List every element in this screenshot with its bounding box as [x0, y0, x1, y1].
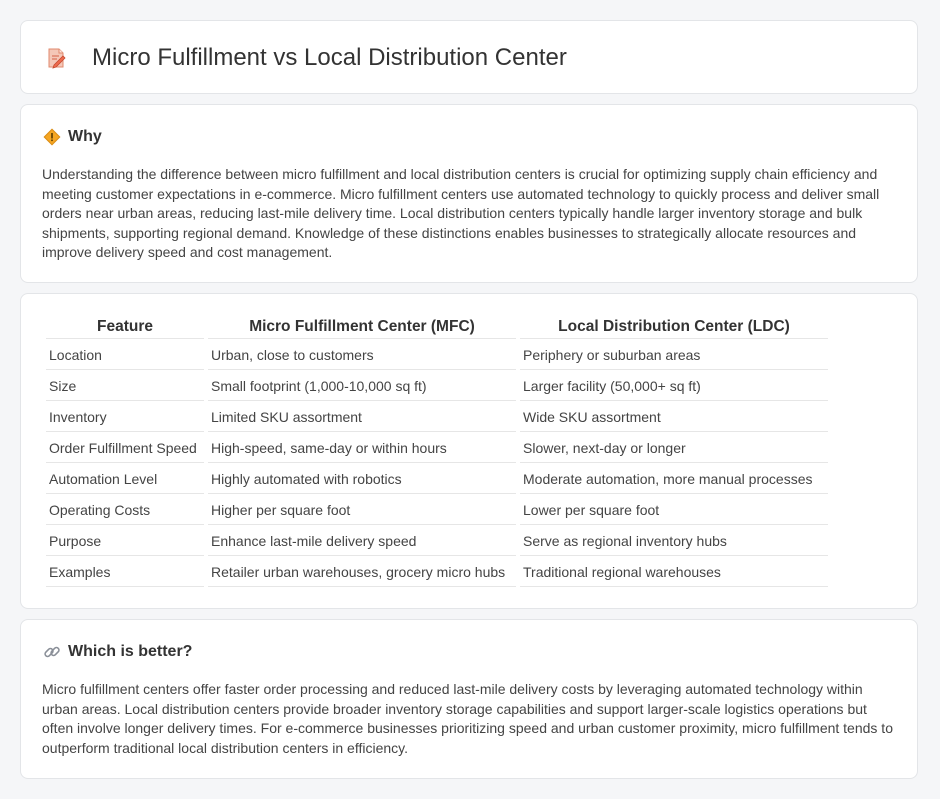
- row-mfc: Small footprint (1,000-10,000 sq ft): [208, 372, 516, 401]
- title-card: [20, 20, 918, 94]
- row-feature: Size: [46, 372, 204, 401]
- row-ldc: Serve as regional inventory hubs: [520, 527, 828, 556]
- row-feature: Examples: [46, 558, 204, 587]
- header-ldc: Local Distribution Center (LDC): [520, 314, 828, 339]
- comparison-card: [20, 293, 918, 609]
- row-ldc: Traditional regional warehouses: [520, 558, 828, 587]
- row-ldc: Slower, next-day or longer: [520, 434, 828, 463]
- page-title: Micro Fulfillment vs Local Distribution Center: [92, 44, 567, 71]
- row-feature: Automation Level: [46, 465, 204, 494]
- row-mfc: Highly automated with robotics: [208, 465, 516, 494]
- row-mfc: Enhance last-mile delivery speed: [208, 527, 516, 556]
- table-row: [46, 341, 828, 370]
- why-text: Understanding the difference between micro fulfillment and local distribution centers is crucial for optimizing supply chain efficiency and meeting customer expectations in e-commerce. Micro fulfillment centers use automated technology to quickly process and deliver small orders near urban areas, reducing last-mile delivery time. Local distribution centers typically handle larger inventory storage and bulk shipments, supporting regional demand. Knowledge of these distinctions enables businesses to strategically allocate resources and improve delivery speed and cost management.: [42, 166, 880, 261]
- row-ldc: Moderate automation, more manual processes: [520, 465, 828, 494]
- which-is-better-section: [20, 619, 918, 779]
- row-feature: Location: [46, 341, 204, 370]
- table-header-row: [46, 314, 828, 339]
- row-mfc: Limited SKU assortment: [208, 403, 516, 432]
- table-row: [46, 372, 828, 401]
- row-mfc: High-speed, same-day or within hours: [208, 434, 516, 463]
- comparison-table: [42, 312, 832, 589]
- row-feature: Inventory: [46, 403, 204, 432]
- table-row: [46, 434, 828, 463]
- which-is-better-text: Micro fulfillment centers offer faster order processing and reduced last-mile delivery costs by leveraging automated technology within urban areas. Local distribution centers provide broader inventory storage capabilities and support larger-scale logistics operations but often involve longer delivery times. For e-commerce businesses prioritizing speed and urban customer proximity, micro fulfillment tends to outperform traditional local distribution centers in efficiency.: [42, 681, 893, 756]
- row-feature: Operating Costs: [46, 496, 204, 525]
- row-mfc: Urban, close to customers: [208, 341, 516, 370]
- which-is-better-heading: Which is better?: [68, 643, 193, 660]
- row-feature: Order Fulfillment Speed: [46, 434, 204, 463]
- row-feature: Purpose: [46, 527, 204, 556]
- row-mfc: Retailer urban warehouses, grocery micro hubs: [208, 558, 516, 587]
- document-pencil-icon: [45, 47, 67, 69]
- link-icon: [43, 643, 61, 661]
- row-ldc: Larger facility (50,000+ sq ft): [520, 372, 828, 401]
- table-row: [46, 496, 828, 525]
- table-row: [46, 558, 828, 587]
- row-ldc: Wide SKU assortment: [520, 403, 828, 432]
- row-ldc: Periphery or suburban areas: [520, 341, 828, 370]
- row-ldc: Lower per square foot: [520, 496, 828, 525]
- header-mfc: Micro Fulfillment Center (MFC): [208, 314, 516, 339]
- header-feature: Feature: [46, 314, 204, 339]
- table-row: [46, 465, 828, 494]
- row-mfc: Higher per square foot: [208, 496, 516, 525]
- table-row: [46, 403, 828, 432]
- warning-diamond-icon: [43, 128, 61, 146]
- table-row: [46, 527, 828, 556]
- why-section: [20, 104, 918, 283]
- why-heading: Why: [68, 128, 102, 145]
